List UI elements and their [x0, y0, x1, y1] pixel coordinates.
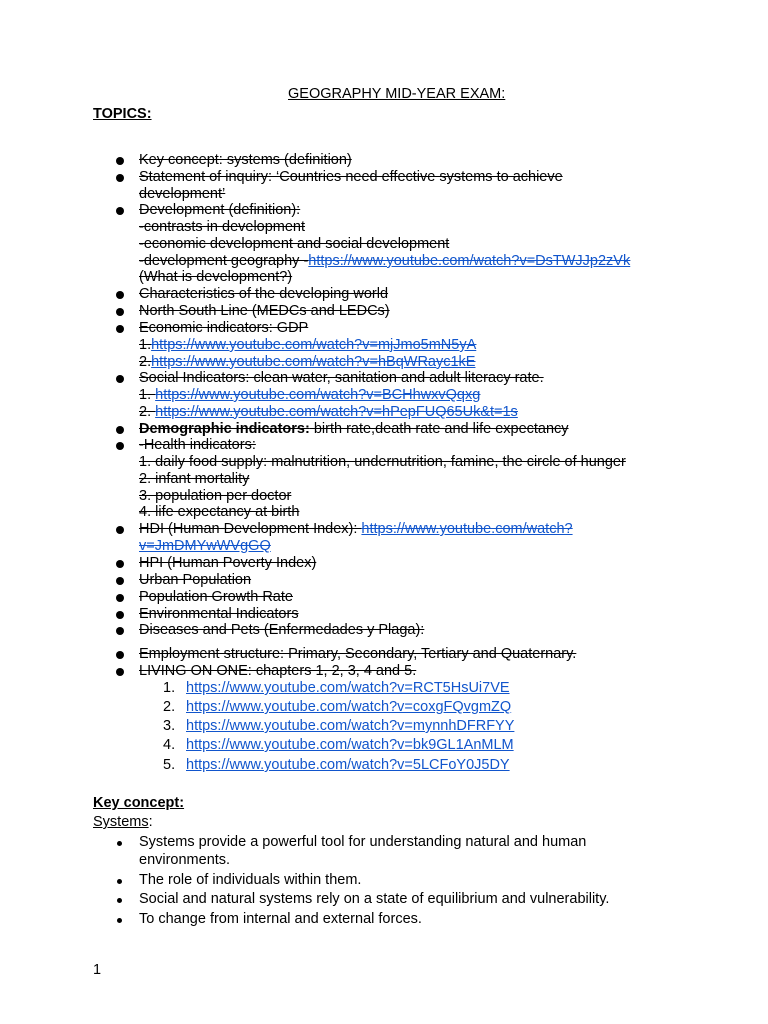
youtube-link[interactable]: https://www.youtube.com/watch?v=5LCFoY0J5DY — [186, 757, 510, 773]
topic-item-line — [139, 404, 518, 421]
bullet-icon — [116, 442, 124, 450]
topic-item-line — [139, 236, 449, 253]
topic-item-line — [139, 622, 424, 639]
youtube-link[interactable]: https://www.youtube.com/watch?v=RCT5HsUi7VE — [186, 680, 510, 696]
topic-text: 4. life expectancy at birth — [139, 504, 300, 521]
topic-text: Key concept: systems (definition) — [139, 152, 352, 168]
topic-item-line — [139, 488, 291, 505]
topic-text: North South Line (MEDCs and LEDCs) — [139, 303, 390, 319]
topic-text: birth rate,death rate and life expectancy — [309, 421, 569, 437]
topic-text: Development (definition): — [139, 202, 301, 218]
topic-text: 2. — [139, 403, 156, 420]
topic-text: 3. population per doctor — [139, 487, 292, 504]
topic-item-line — [139, 538, 271, 555]
systems-point-line: The role of individuals within them. — [139, 872, 362, 888]
bullet-icon — [116, 526, 124, 534]
topic-item-line — [139, 186, 225, 203]
topic-item-line — [139, 337, 476, 354]
topic-text: LIVING ON ONE: chapters 1, 2, 3, 4 and 5. — [139, 663, 417, 679]
link-number: 5. — [163, 757, 176, 773]
topic-item-line — [139, 320, 308, 337]
bullet-icon — [116, 668, 124, 676]
youtube-link[interactable]: https://www.youtube.com/watch? — [361, 521, 573, 537]
youtube-link[interactable]: https://www.youtube.com/watch?v=hBqWRayc1kE — [151, 353, 476, 370]
youtube-link[interactable]: https://www.youtube.com/watch?v=mynnhDFRFYY — [186, 718, 515, 734]
systems-point-line: Social and natural systems rely on a state of equilibrium and vulnerability. — [139, 891, 610, 907]
youtube-link[interactable]: https://www.youtube.com/watch?v=mjJmo5mN5yA — [151, 336, 477, 353]
link-number: 4. — [163, 737, 176, 753]
bullet-icon — [116, 308, 124, 316]
topic-text: Demographic indicators: — [139, 421, 310, 437]
youtube-link[interactable]: v=JmDMYwWVgGQ — [139, 537, 271, 554]
topic-text: 2. infant mortality — [139, 470, 250, 487]
bullet-icon — [116, 375, 124, 383]
bullet-icon — [116, 651, 124, 659]
bullet-icon — [116, 627, 124, 635]
page-title: GEOGRAPHY MID-YEAR EXAM: — [288, 86, 506, 102]
topic-item-line — [139, 370, 544, 387]
topic-text: -economic development and social development — [139, 235, 450, 252]
topic-text: (What is development?) — [139, 269, 293, 286]
topic-text: 1. — [139, 336, 152, 353]
topic-item-line — [139, 152, 352, 169]
link-number: 3. — [163, 718, 176, 734]
bullet-icon — [117, 879, 122, 884]
topic-item-line — [139, 521, 573, 538]
topic-item-line — [139, 555, 316, 572]
topic-item-line — [139, 589, 293, 606]
topic-text: 2. — [139, 353, 152, 370]
topic-text: Environmental Indicators — [139, 606, 299, 622]
topic-text: 1. daily food supply: malnutrition, undernutrition, famine, the circle of hunger — [139, 453, 626, 470]
topic-text: Employment structure: Primary, Secondary, Tertiary and Quaternary. — [139, 646, 577, 662]
youtube-link[interactable]: https://www.youtube.com/watch?v=bk9GL1AnMLM — [186, 737, 514, 753]
topic-text: HPI (Human Poverty Index) — [139, 555, 317, 571]
topic-item-line — [139, 303, 390, 320]
bullet-icon — [116, 174, 124, 182]
link-number: 1. — [163, 680, 176, 696]
topic-text: Characteristics of the developing world — [139, 286, 389, 302]
topic-item-line — [139, 421, 569, 438]
bullet-icon — [116, 577, 124, 585]
topic-text: Statement of inquiry: ‘Countries need effective systems to achieve — [139, 169, 563, 185]
bullet-icon — [116, 207, 124, 215]
page-number: 1 — [93, 962, 102, 978]
topic-text: HDI (Human Development Index): — [139, 521, 362, 537]
bullet-icon — [117, 841, 122, 846]
key-concept-heading: Key concept: — [93, 795, 185, 811]
topic-text: -Health indicators: — [139, 437, 256, 453]
topic-item-line — [139, 504, 299, 521]
topic-item-line — [139, 269, 292, 286]
youtube-link[interactable]: https://www.youtube.com/watch?v=hPepFUQ65Uk&t=1s — [155, 403, 518, 420]
bullet-icon — [116, 325, 124, 333]
bullet-icon — [116, 291, 124, 299]
youtube-link[interactable]: https://www.youtube.com/watch?v=coxgFQvgmZQ — [186, 699, 512, 715]
topic-text: -contrasts in development — [139, 218, 306, 235]
topic-item-line — [139, 286, 388, 303]
topic-item-line — [139, 663, 416, 680]
topic-item-line — [139, 354, 475, 371]
bullet-icon — [116, 157, 124, 165]
topic-item-line — [139, 646, 576, 663]
systems-label: Systems — [93, 814, 149, 830]
bullet-icon — [116, 611, 124, 619]
topic-text: Social Indicators: clean water, sanitation and adult literacy rate. — [139, 370, 544, 386]
topic-item-line — [139, 471, 249, 488]
topics-heading: TOPICS: — [93, 106, 152, 122]
systems-point-line: environments. — [139, 852, 231, 868]
youtube-link[interactable]: https://www.youtube.com/watch?v=DsTWJJp2zVk — [308, 252, 631, 269]
topic-text: development’ — [139, 185, 226, 202]
topic-text: -development geography - — [139, 252, 309, 269]
bullet-icon — [116, 594, 124, 602]
topic-item-line — [139, 387, 480, 404]
systems-point-line: To change from internal and external forces. — [139, 911, 422, 927]
topic-item-line — [139, 606, 299, 623]
topic-text: Population Growth Rate — [139, 589, 293, 605]
systems-point-line: Systems provide a powerful tool for understanding natural and human — [139, 834, 587, 850]
systems-colon: : — [148, 814, 153, 830]
topic-text: 1. — [139, 386, 156, 403]
topic-text: Urban Population — [139, 572, 252, 588]
topic-text: Economic indicators: GDP — [139, 320, 309, 336]
topic-item-line — [139, 572, 251, 589]
topic-item-line — [139, 253, 630, 270]
bullet-icon — [116, 426, 124, 434]
bullet-icon — [116, 560, 124, 568]
link-number: 2. — [163, 699, 176, 715]
topic-item-line — [139, 437, 256, 454]
topic-item-line — [139, 202, 300, 219]
topic-text: Diseases and Pets (Enfermedades y Plaga): — [139, 622, 425, 638]
bullet-icon — [117, 918, 122, 923]
topic-item-line — [139, 169, 563, 186]
systems-heading — [93, 814, 153, 831]
bullet-icon — [117, 898, 122, 903]
topic-item-line — [139, 219, 305, 236]
youtube-link[interactable]: https://www.youtube.com/watch?v=BCHhwxvQqxg — [155, 386, 481, 403]
topic-item-line — [139, 454, 626, 471]
